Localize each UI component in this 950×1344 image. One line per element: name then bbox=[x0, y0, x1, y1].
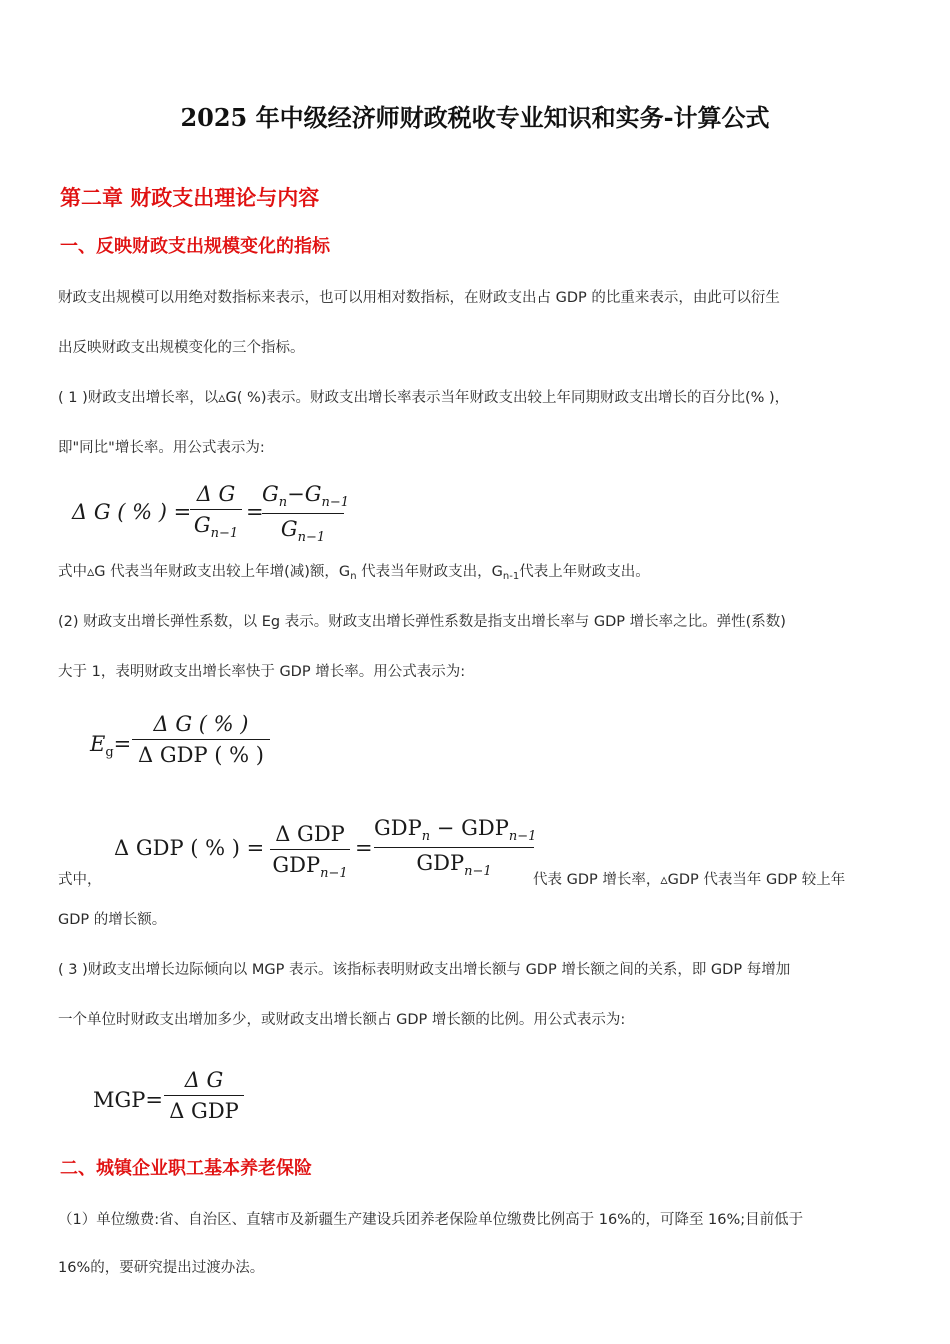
formula1-fraction1 bbox=[190, 482, 242, 541]
formula2-lhs: $E_g=$ bbox=[90, 732, 132, 760]
fraction-bar bbox=[132, 739, 270, 740]
item2-note-prefix: 式中， bbox=[58, 872, 102, 888]
item1-line2: 即"同比"增长率。用公式表示为: bbox=[58, 440, 265, 456]
fraction-bar bbox=[164, 1095, 244, 1096]
formula2-denominator: Δ GDP ( % ) bbox=[138, 743, 264, 767]
section1-heading: 一、反映财政支出规模变化的指标 bbox=[60, 236, 330, 257]
formula1-f1-numerator: Δ G bbox=[196, 482, 236, 506]
item2-note-line2: GDP 的增长额。 bbox=[58, 912, 167, 928]
formula3-f2-denominator: $GDP_{n-1}$ bbox=[416, 851, 492, 879]
formula4-denominator: Δ GDP bbox=[169, 1099, 239, 1123]
formula1-f2-numerator: $G_n-G_{n-1}$ bbox=[262, 482, 350, 510]
section1-intro-line2: 出反映财政支出规模变化的三个指标。 bbox=[58, 340, 305, 356]
formula1-fraction2 bbox=[262, 482, 350, 545]
formula1-eq: = bbox=[246, 500, 264, 524]
document-title: 2025 年中级经济师财政税收专业知识和实务-计算公式 bbox=[180, 103, 770, 132]
formula1-f2-denominator: $G_{n-1}$ bbox=[280, 517, 326, 545]
formula3-fraction1 bbox=[270, 822, 350, 881]
section2-item1-line2: 16%的，要研究提出过渡办法。 bbox=[58, 1260, 265, 1276]
formula4-fraction bbox=[164, 1068, 244, 1123]
section2-heading: 二、城镇企业职工基本养老保险 bbox=[60, 1158, 312, 1179]
fraction-bar bbox=[374, 847, 534, 848]
item2-line1: (2) 财政支出增长弹性系数，以 Eg 表示。财政支出增长弹性系数是指支出增长率与 GDP 增长率之比。弹性(系数) bbox=[58, 614, 786, 630]
fraction-bar bbox=[270, 849, 350, 850]
section1-intro-line1: 财政支出规模可以用绝对数指标来表示，也可以用相对数指标，在财政支出占 GDP 的比重来表示，由此可以衍生 bbox=[58, 290, 780, 306]
formula3-f2-numerator: $GDP_n - GDP_{n-1}$ bbox=[374, 816, 537, 844]
formula1-lhs: Δ G ( % ) = bbox=[72, 500, 192, 524]
section2-item1-line1: （1）单位缴费:省、自治区、直辖市及新疆生产建设兵团养老保险单位缴费比例高于 16%的，可降至 16%;目前低于 bbox=[58, 1212, 804, 1228]
item2-note-suffix: 代表 GDP 增长率，▵GDP 代表当年 GDP 较上年 bbox=[533, 872, 846, 888]
formula4-lhs: MGP= bbox=[93, 1088, 164, 1112]
formula3-f1-numerator: Δ GDP bbox=[275, 822, 345, 846]
formula4-numerator: Δ G bbox=[184, 1068, 224, 1092]
formula3-fraction2 bbox=[374, 816, 537, 879]
formula3-lhs: Δ GDP ( % ) = bbox=[114, 836, 265, 860]
formula3-f1-denominator: $GDP_{n-1}$ bbox=[272, 853, 348, 881]
item1-line1: ( 1 )财政支出增长率，以▵G( %)表示。财政支出增长率表示当年财政支出较上年同期财政支出增长的百分比(% )， bbox=[58, 390, 790, 406]
item2-line2: 大于 1，表明财政支出增长率快于 GDP 增长率。用公式表示为: bbox=[58, 664, 466, 680]
item3-line1: ( 3 )财政支出增长边际倾向以 MGP 表示。该指标表明财政支出增长额与 GDP 增长额之间的关系，即 GDP 每增加 bbox=[58, 962, 791, 978]
formula2-numerator: Δ G ( % ) bbox=[153, 712, 249, 736]
item3-line2: 一个单位时财政支出增加多少，或财政支出增长额占 GDP 增长额的比例。用公式表示为: bbox=[58, 1012, 626, 1028]
chapter-heading: 第二章 财政支出理论与内容 bbox=[60, 185, 320, 210]
fraction-bar bbox=[190, 509, 242, 510]
fraction-bar bbox=[262, 513, 344, 514]
formula1-f1-denominator: $G_{n-1}$ bbox=[193, 513, 239, 541]
item1-note: 式中▵G 代表当年财政支出较上年增(减)额，$G_n$ 代表当年财政支出，$G_{n-1}$代表上年财政支出。 bbox=[58, 564, 650, 582]
formula2-fraction bbox=[132, 712, 270, 767]
formula3-eq: = bbox=[355, 836, 373, 860]
